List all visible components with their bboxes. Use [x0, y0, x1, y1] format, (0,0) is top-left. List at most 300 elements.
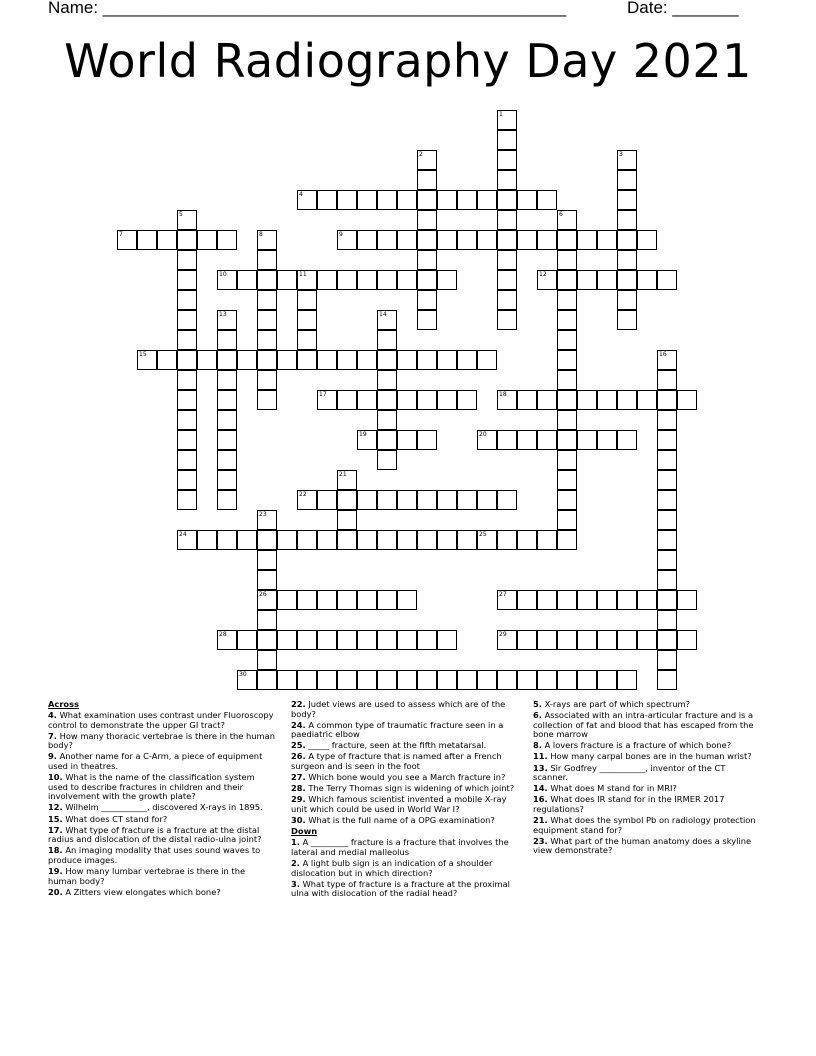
grid-cell[interactable]	[217, 450, 237, 470]
grid-cell[interactable]	[437, 390, 457, 410]
grid-cell[interactable]	[177, 370, 197, 390]
grid-cell[interactable]	[417, 190, 437, 210]
grid-cell[interactable]	[557, 270, 577, 290]
grid-cell[interactable]	[277, 530, 297, 550]
grid-cell[interactable]	[557, 530, 577, 550]
grid-cell[interactable]	[497, 430, 517, 450]
grid-cell[interactable]	[297, 330, 317, 350]
grid-cell[interactable]	[617, 430, 637, 450]
grid-cell[interactable]	[217, 630, 237, 650]
grid-cell[interactable]	[337, 590, 357, 610]
grid-cell[interactable]	[617, 310, 637, 330]
grid-cell[interactable]	[297, 490, 317, 510]
grid-cell[interactable]	[637, 390, 657, 410]
grid-cell[interactable]	[397, 490, 417, 510]
grid-cell[interactable]	[417, 310, 437, 330]
grid-cell[interactable]	[217, 230, 237, 250]
grid-cell[interactable]	[237, 530, 257, 550]
grid-cell[interactable]	[257, 230, 277, 250]
grid-cell[interactable]	[137, 230, 157, 250]
grid-cell[interactable]	[457, 670, 477, 690]
grid-cell[interactable]	[237, 350, 257, 370]
grid-cell[interactable]	[597, 270, 617, 290]
grid-cell[interactable]	[617, 590, 637, 610]
grid-cell[interactable]	[597, 390, 617, 410]
grid-cell[interactable]	[377, 230, 397, 250]
grid-cell[interactable]	[337, 490, 357, 510]
grid-cell[interactable]	[217, 370, 237, 390]
grid-cell[interactable]	[577, 230, 597, 250]
clue-number: 23.	[533, 835, 548, 846]
grid-cell[interactable]	[437, 350, 457, 370]
grid-cell[interactable]	[357, 390, 377, 410]
grid-cell[interactable]	[357, 530, 377, 550]
grid-cell[interactable]	[357, 430, 377, 450]
grid-cell[interactable]	[577, 390, 597, 410]
grid-cell[interactable]	[457, 190, 477, 210]
grid-cell[interactable]	[497, 250, 517, 270]
grid-cell[interactable]	[417, 250, 437, 270]
grid-cell[interactable]	[297, 530, 317, 550]
grid-cell[interactable]	[177, 390, 197, 410]
grid-cell[interactable]	[357, 350, 377, 370]
grid-cell[interactable]	[497, 210, 517, 230]
grid-cell[interactable]	[497, 150, 517, 170]
grid-cell[interactable]	[577, 270, 597, 290]
grid-cell[interactable]	[437, 190, 457, 210]
grid-cell[interactable]	[497, 270, 517, 290]
grid-cell[interactable]	[477, 430, 497, 450]
grid-cell[interactable]	[397, 530, 417, 550]
grid-cell[interactable]	[377, 350, 397, 370]
grid-cell[interactable]	[657, 450, 677, 470]
grid-cell[interactable]	[657, 530, 677, 550]
grid-cell[interactable]	[497, 490, 517, 510]
grid-cell[interactable]	[537, 270, 557, 290]
grid-cell[interactable]	[457, 530, 477, 550]
grid-cell[interactable]	[377, 190, 397, 210]
grid-cell[interactable]	[137, 350, 157, 370]
name-field[interactable]: Name: _________________________________________________	[48, 0, 567, 17]
grid-cell[interactable]	[517, 190, 537, 210]
grid-cell[interactable]	[557, 250, 577, 270]
grid-cell[interactable]	[317, 490, 337, 510]
grid-cell[interactable]	[517, 630, 537, 650]
grid-cell[interactable]	[377, 330, 397, 350]
grid-cell[interactable]	[617, 150, 637, 170]
grid-cell[interactable]	[297, 350, 317, 370]
grid-cell[interactable]	[537, 430, 557, 450]
grid-cell[interactable]	[617, 290, 637, 310]
grid-cell[interactable]	[357, 490, 377, 510]
grid-cell[interactable]	[557, 230, 577, 250]
grid-cell[interactable]	[477, 230, 497, 250]
grid-cell[interactable]	[657, 410, 677, 430]
clue-number: 12	[539, 271, 547, 278]
grid-cell[interactable]	[657, 510, 677, 530]
clue-number: 29	[499, 631, 507, 638]
grid-cell[interactable]	[177, 310, 197, 330]
grid-cell[interactable]	[537, 590, 557, 610]
clue-number: 18	[499, 391, 507, 398]
grid-cell[interactable]	[257, 650, 277, 670]
grid-cell[interactable]	[257, 530, 277, 550]
grid-cell[interactable]	[177, 270, 197, 290]
grid-cell[interactable]	[677, 590, 697, 610]
grid-cell[interactable]	[617, 390, 637, 410]
grid-cell[interactable]	[337, 630, 357, 650]
grid-cell[interactable]	[257, 570, 277, 590]
grid-cell[interactable]	[397, 630, 417, 650]
grid-cell[interactable]	[197, 530, 217, 550]
grid-cell[interactable]	[337, 270, 357, 290]
grid-cell[interactable]	[397, 590, 417, 610]
grid-cell[interactable]	[417, 670, 437, 690]
grid-cell[interactable]	[597, 670, 617, 690]
grid-cell[interactable]	[617, 190, 637, 210]
grid-cell[interactable]	[357, 230, 377, 250]
grid-cell[interactable]	[657, 370, 677, 390]
grid-cell[interactable]	[177, 290, 197, 310]
grid-cell[interactable]	[617, 170, 637, 190]
grid-cell[interactable]	[257, 370, 277, 390]
grid-cell[interactable]	[637, 230, 657, 250]
grid-cell[interactable]	[557, 410, 577, 430]
grid-cell[interactable]	[517, 230, 537, 250]
grid-cell[interactable]	[557, 490, 577, 510]
grid-cell[interactable]	[297, 590, 317, 610]
grid-cell[interactable]	[497, 290, 517, 310]
grid-cell[interactable]	[617, 670, 637, 690]
grid-cell[interactable]	[497, 310, 517, 330]
grid-cell[interactable]	[257, 270, 277, 290]
grid-cell[interactable]	[537, 630, 557, 650]
grid-cell[interactable]	[277, 630, 297, 650]
grid-cell[interactable]	[537, 670, 557, 690]
grid-cell[interactable]	[377, 670, 397, 690]
grid-cell[interactable]	[557, 290, 577, 310]
grid-cell[interactable]	[637, 590, 657, 610]
grid-cell[interactable]	[217, 350, 237, 370]
date-field[interactable]: Date: _______	[627, 0, 739, 17]
grid-cell[interactable]	[617, 270, 637, 290]
grid-cell[interactable]	[217, 530, 237, 550]
grid-cell[interactable]	[437, 630, 457, 650]
grid-cell[interactable]	[217, 470, 237, 490]
grid-cell[interactable]	[497, 130, 517, 150]
grid-cell[interactable]	[257, 630, 277, 650]
grid-cell[interactable]	[617, 230, 637, 250]
grid-cell[interactable]	[477, 670, 497, 690]
grid-cell[interactable]	[397, 190, 417, 210]
grid-cell[interactable]	[557, 670, 577, 690]
grid-cell[interactable]	[457, 490, 477, 510]
grid-cell[interactable]	[557, 590, 577, 610]
grid-cell[interactable]	[177, 490, 197, 510]
grid-cell[interactable]	[357, 630, 377, 650]
grid-cell[interactable]	[377, 450, 397, 470]
clue-number: 30	[239, 671, 247, 678]
grid-cell[interactable]	[237, 670, 257, 690]
clue-number: 10	[219, 271, 227, 278]
grid-cell[interactable]	[657, 430, 677, 450]
grid-cell[interactable]	[417, 630, 437, 650]
grid-cell[interactable]	[617, 250, 637, 270]
grid-cell[interactable]	[217, 390, 237, 410]
grid-cell[interactable]	[417, 270, 437, 290]
grid-cell[interactable]	[397, 230, 417, 250]
grid-cell[interactable]	[357, 670, 377, 690]
grid-cell[interactable]	[377, 430, 397, 450]
across-heading: Across	[48, 699, 80, 709]
grid-cell[interactable]	[497, 590, 517, 610]
grid-cell[interactable]	[557, 630, 577, 650]
grid-cell[interactable]	[297, 630, 317, 650]
grid-cell[interactable]	[257, 330, 277, 350]
grid-cell[interactable]	[397, 430, 417, 450]
grid-cell[interactable]	[637, 630, 657, 650]
grid-cell[interactable]	[297, 670, 317, 690]
grid-cell[interactable]	[257, 670, 277, 690]
grid-cell[interactable]	[497, 390, 517, 410]
clue-text: A Zitters view elongates which bone?	[62, 886, 221, 897]
grid-cell[interactable]	[417, 530, 437, 550]
grid-cell[interactable]	[557, 350, 577, 370]
grid-cell[interactable]	[177, 470, 197, 490]
grid-cell[interactable]	[177, 450, 197, 470]
clue-text: Which famous scientist invented a mobile X-ray unit which could be used in World War I?	[291, 794, 507, 814]
grid-cell[interactable]	[417, 170, 437, 190]
grid-cell[interactable]	[297, 270, 317, 290]
grid-cell[interactable]	[177, 410, 197, 430]
grid-cell[interactable]	[217, 430, 237, 450]
grid-cell[interactable]	[577, 430, 597, 450]
grid-cell[interactable]	[517, 530, 537, 550]
grid-cell[interactable]	[217, 310, 237, 330]
grid-cell[interactable]	[397, 350, 417, 370]
grid-cell[interactable]	[677, 630, 697, 650]
grid-cell[interactable]	[657, 350, 677, 370]
grid-cell[interactable]	[257, 290, 277, 310]
grid-cell[interactable]	[217, 270, 237, 290]
grid-cell[interactable]	[557, 510, 577, 530]
grid-cell[interactable]	[617, 630, 637, 650]
grid-cell[interactable]	[657, 490, 677, 510]
grid-cell[interactable]	[497, 670, 517, 690]
grid-cell[interactable]	[537, 230, 557, 250]
grid-cell[interactable]	[557, 370, 577, 390]
grid-cell[interactable]	[357, 590, 377, 610]
grid-cell[interactable]	[497, 230, 517, 250]
grid-cell[interactable]	[217, 410, 237, 430]
grid-cell[interactable]	[317, 630, 337, 650]
grid-cell[interactable]	[257, 550, 277, 570]
grid-cell[interactable]	[497, 630, 517, 650]
grid-cell[interactable]	[177, 330, 197, 350]
grid-cell[interactable]	[337, 350, 357, 370]
grid-cell[interactable]	[357, 190, 377, 210]
grid-cell[interactable]	[477, 350, 497, 370]
grid-cell[interactable]	[397, 390, 417, 410]
grid-cell[interactable]	[517, 590, 537, 610]
grid-cell[interactable]	[177, 430, 197, 450]
grid-cell[interactable]	[657, 470, 677, 490]
grid-cell[interactable]	[377, 590, 397, 610]
grid-cell[interactable]	[477, 190, 497, 210]
grid-cell[interactable]	[557, 210, 577, 230]
grid-cell[interactable]	[517, 390, 537, 410]
grid-cell[interactable]	[457, 230, 477, 250]
grid-cell[interactable]	[297, 310, 317, 330]
grid-cell[interactable]	[517, 430, 537, 450]
grid-cell[interactable]	[597, 230, 617, 250]
grid-cell[interactable]	[417, 290, 437, 310]
grid-cell[interactable]	[257, 310, 277, 330]
grid-cell[interactable]	[317, 670, 337, 690]
grid-cell[interactable]	[397, 670, 417, 690]
grid-cell[interactable]	[457, 350, 477, 370]
grid-cell[interactable]	[597, 630, 617, 650]
grid-cell[interactable]	[417, 230, 437, 250]
grid-cell[interactable]	[457, 390, 477, 410]
grid-cell[interactable]	[417, 150, 437, 170]
grid-cell[interactable]	[597, 430, 617, 450]
grid-cell[interactable]	[197, 230, 217, 250]
grid-cell[interactable]	[157, 350, 177, 370]
grid-cell[interactable]	[337, 470, 357, 490]
grid-cell[interactable]	[417, 210, 437, 230]
grid-cell[interactable]	[557, 430, 577, 450]
grid-cell[interactable]	[437, 670, 457, 690]
grid-cell[interactable]	[337, 510, 357, 530]
grid-cell[interactable]	[177, 230, 197, 250]
grid-cell[interactable]	[277, 270, 297, 290]
grid-cell[interactable]	[317, 270, 337, 290]
grid-cell[interactable]	[317, 390, 337, 410]
grid-cell[interactable]	[597, 590, 617, 610]
grid-cell[interactable]	[537, 390, 557, 410]
grid-cell[interactable]	[657, 570, 677, 590]
grid-cell[interactable]	[377, 490, 397, 510]
grid-cell[interactable]	[317, 590, 337, 610]
grid-cell[interactable]	[437, 530, 457, 550]
grid-cell[interactable]	[237, 630, 257, 650]
grid-cell[interactable]	[497, 110, 517, 130]
grid-cell[interactable]	[657, 390, 677, 410]
grid-cell[interactable]	[477, 490, 497, 510]
grid-cell[interactable]	[177, 530, 197, 550]
grid-cell[interactable]	[277, 350, 297, 370]
grid-cell[interactable]	[177, 250, 197, 270]
grid-cell[interactable]	[377, 370, 397, 390]
clue-item	[533, 741, 758, 751]
grid-cell[interactable]	[297, 290, 317, 310]
grid-cell[interactable]	[677, 390, 697, 410]
grid-cell[interactable]	[517, 670, 537, 690]
grid-cell[interactable]	[557, 310, 577, 330]
grid-cell[interactable]	[657, 630, 677, 650]
grid-cell[interactable]	[557, 450, 577, 470]
grid-cell[interactable]	[537, 190, 557, 210]
grid-cell[interactable]	[657, 670, 677, 690]
grid-cell[interactable]	[437, 270, 457, 290]
grid-cell[interactable]	[257, 350, 277, 370]
grid-cell[interactable]	[377, 630, 397, 650]
grid-cell[interactable]	[557, 330, 577, 350]
grid-cell[interactable]	[657, 610, 677, 630]
grid-cell[interactable]	[357, 270, 377, 290]
grid-cell[interactable]	[477, 530, 497, 550]
grid-cell[interactable]	[117, 230, 137, 250]
clue-text: A lovers fracture is a fracture of which bone?	[541, 740, 732, 751]
grid-cell[interactable]	[257, 610, 277, 630]
grid-cell[interactable]	[377, 390, 397, 410]
grid-cell[interactable]	[277, 670, 297, 690]
grid-cell[interactable]	[577, 630, 597, 650]
grid-cell[interactable]	[417, 390, 437, 410]
grid-cell[interactable]	[417, 430, 437, 450]
grid-cell[interactable]	[577, 670, 597, 690]
grid-cell[interactable]	[377, 310, 397, 330]
grid-cell[interactable]	[197, 350, 217, 370]
grid-cell[interactable]	[437, 230, 457, 250]
grid-cell[interactable]	[497, 530, 517, 550]
grid-cell[interactable]	[177, 350, 197, 370]
grid-cell[interactable]	[217, 330, 237, 350]
grid-cell[interactable]	[237, 270, 257, 290]
grid-cell[interactable]	[377, 410, 397, 430]
grid-cell[interactable]	[257, 590, 277, 610]
grid-cell[interactable]	[657, 550, 677, 570]
grid-cell[interactable]	[277, 590, 297, 610]
grid-cell[interactable]	[417, 490, 437, 510]
grid-cell[interactable]	[377, 530, 397, 550]
grid-cell[interactable]	[157, 230, 177, 250]
grid-cell[interactable]	[557, 470, 577, 490]
grid-cell[interactable]	[337, 670, 357, 690]
grid-cell[interactable]	[177, 210, 197, 230]
grid-cell[interactable]	[437, 490, 457, 510]
grid-cell[interactable]	[337, 390, 357, 410]
grid-cell[interactable]	[317, 530, 337, 550]
grid-cell[interactable]	[537, 530, 557, 550]
grid-cell[interactable]	[637, 270, 657, 290]
grid-cell[interactable]	[657, 270, 677, 290]
grid-cell[interactable]	[497, 170, 517, 190]
grid-cell[interactable]	[497, 190, 517, 210]
grid-cell[interactable]	[337, 230, 357, 250]
grid-cell[interactable]	[377, 270, 397, 290]
grid-cell[interactable]	[417, 350, 437, 370]
grid-cell[interactable]	[557, 390, 577, 410]
grid-cell[interactable]	[337, 190, 357, 210]
grid-cell[interactable]	[257, 250, 277, 270]
clue-number: 30.	[291, 815, 306, 826]
grid-cell[interactable]	[657, 590, 677, 610]
grid-cell[interactable]	[617, 210, 637, 230]
grid-cell[interactable]	[397, 270, 417, 290]
grid-cell[interactable]	[317, 350, 337, 370]
grid-cell[interactable]	[297, 190, 317, 210]
grid-cell[interactable]	[317, 190, 337, 210]
grid-cell[interactable]	[577, 590, 597, 610]
grid-cell[interactable]	[337, 530, 357, 550]
grid-cell[interactable]	[257, 510, 277, 530]
down-clue-list	[291, 838, 523, 899]
grid-cell[interactable]	[257, 390, 277, 410]
grid-cell[interactable]	[657, 650, 677, 670]
grid-cell[interactable]	[217, 490, 237, 510]
